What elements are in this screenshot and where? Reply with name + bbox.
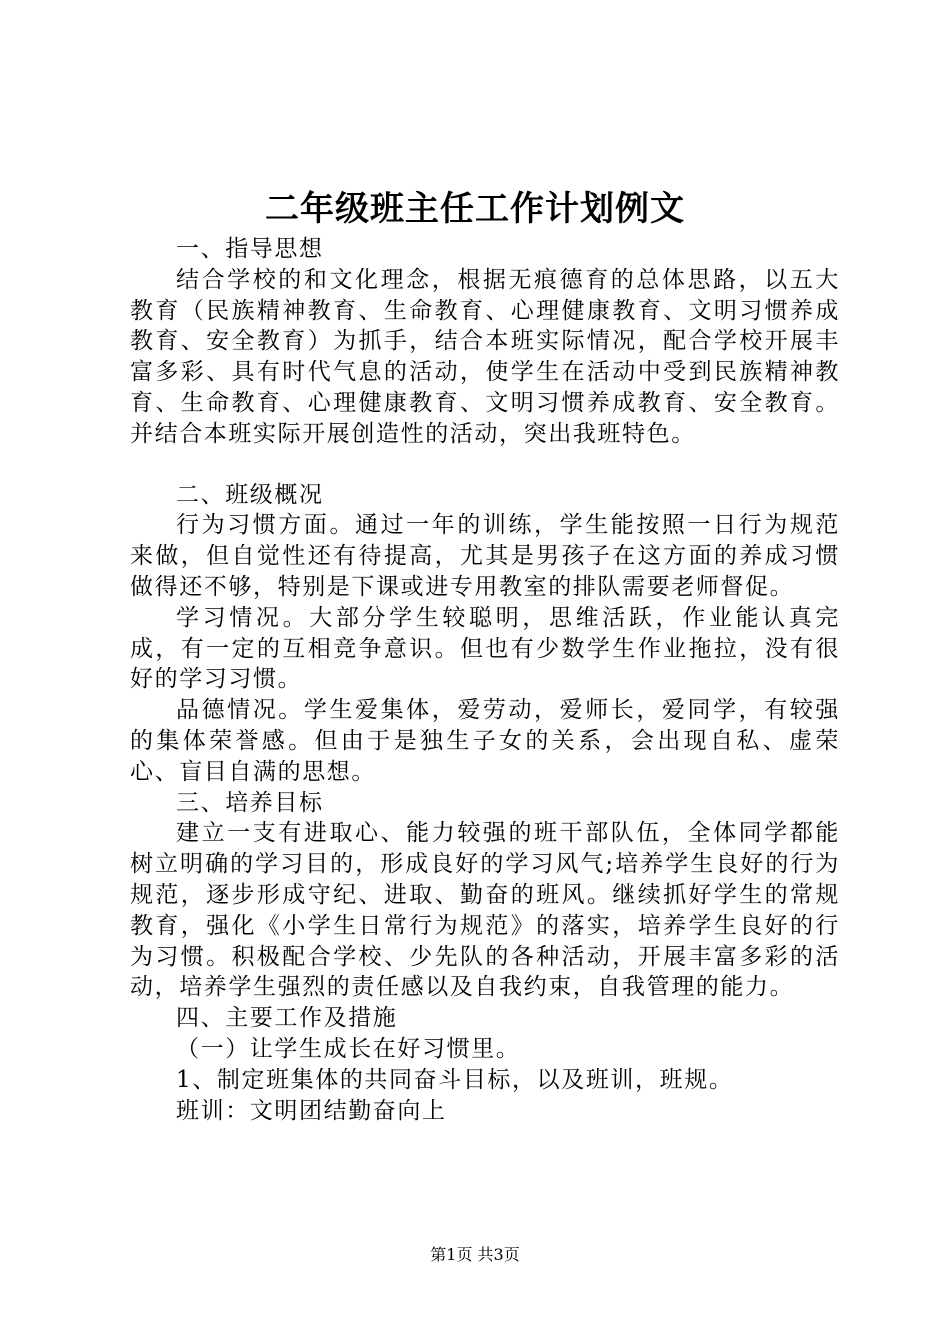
paragraph-class-motto: 班训：文明团结勤奋向上 [176, 1097, 447, 1124]
paragraph-behavior-habits: 行为习惯方面。通过一年的训练，学生能按照一日行为规范来做，但自觉性还有待提高，尤其是男孩子在这方面的养成习惯做得还不够，特别是下课或进专用教室的排队需要老师督促。 [130, 512, 840, 600]
page-number-footer: 第1页 共3页 [430, 1245, 520, 1264]
paragraph-guiding-ideology: 结合学校的和文化理念，根据无痕德育的总体思路，以五大教育（民族精神教育、生命教育、心理健康教育、文明习惯养成教育、安全教育）为抓手，结合本班实际情况，配合学校开展丰富多彩、具有时代气息的活动，使学生在活动中受到民族精神教育、生命教育、心理健康教育、文明习惯养成教育、安全教育。并结合本班实际开展创造性的活动，突出我班特色。 [130, 266, 840, 447]
paragraph-training-goals: 建立一支有进取心、能力较强的班干部队伍，全体同学都能树立明确的学习目的，形成良好的学习风气;培养学生良好的行为规范，逐步形成守纪、进取、勤奋的班风。继续抓好学生的常规教育，强化《小学生日常行为规范》的落实，培养学生良好的行为习惯。积极配合学校、少先队的各种活动，开展丰富多彩的活动，培养学生强烈的责任感以及自我约束，自我管理的能力。 [130, 820, 840, 1001]
document-title: 二年级班主任工作计划例文 [265, 189, 685, 229]
document-body [130, 234, 840, 1126]
section-heading-training-goals: 三、培养目标 [176, 789, 324, 816]
section-heading-main-work: 四、主要工作及措施 [176, 1005, 398, 1032]
section-heading-class-overview: 二、班级概况 [176, 481, 324, 508]
list-item-class-goals: 1、制定班集体的共同奋斗目标，以及班训，班规。 [176, 1066, 734, 1093]
paragraph-moral-situation: 品德情况。学生爱集体，爱劳动，爱师长，爱同学，有较强的集体荣誉感。但由于是独生子女的关系，会出现自私、虚荣心、盲目自满的思想。 [130, 697, 840, 785]
paragraph-study-situation: 学习情况。大部分学生较聪明，思维活跃，作业能认真完成，有一定的互相竞争意识。但也有少数学生作业拖拉，没有很好的学习习惯。 [130, 604, 840, 693]
subheading-good-habits: （一）让学生成长在好习惯里。 [176, 1035, 521, 1062]
section-heading-guiding-ideology: 一、指导思想 [176, 236, 324, 262]
